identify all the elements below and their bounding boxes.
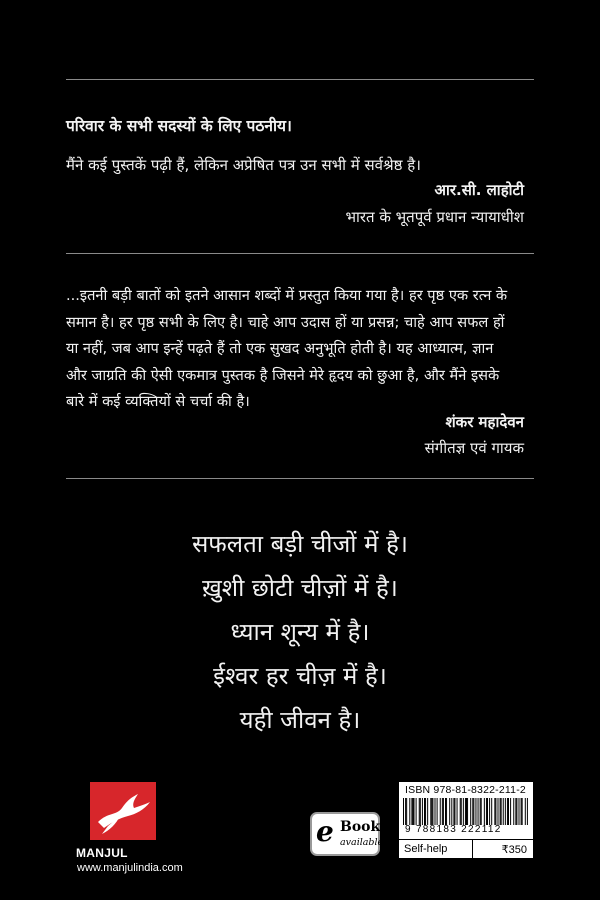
endorsement1-author: आर.सी. लाहोटी (434, 181, 524, 199)
endorsement2-author: शंकर महादेवन (445, 413, 524, 431)
isbn-text: ISBN 978-81-8322-211-2 (405, 784, 526, 796)
endorsement2-line: ...इतनी बड़ी बातों को इतने आसान शब्दों में प्रस्तुत किया गया है। हर पृष्ठ एक रत्न के (66, 287, 508, 304)
lower-divider (66, 478, 534, 479)
bird-icon (90, 782, 156, 840)
category-label: Self-help (404, 843, 448, 855)
endorsement2-line: बारे में कई व्यक्तियों से चर्चा की है। (66, 393, 250, 410)
ebook-badge (310, 812, 384, 856)
endorsement1-role: भारत के भूतपूर्व प्रधान न्यायाधीश (345, 208, 524, 226)
endorsement2-line: समान है। हर पृष्ठ सभी के लिए है। चाहे आप उदास हों या प्रसन्न; चाहे आप सफल हों (66, 313, 505, 331)
endorsement2-line: और जाग्रति की ऐसी एकमात्र पुस्तक है जिसने मेरे हृदय को छुआ है, और मैंने इसके (66, 366, 500, 384)
endorsement2-role: संगीतज्ञ एवं गायक (424, 439, 524, 457)
ebook-letter: e (316, 815, 334, 848)
poem-line: सफलता बड़ी चीजों में है। (192, 530, 408, 558)
barcode-box (399, 782, 533, 858)
middle-divider (66, 253, 534, 254)
price-row (399, 839, 533, 859)
poem-line: यही जीवन है। (239, 706, 361, 734)
price-label: ₹350 (501, 844, 527, 856)
endorsement1-quote: मैंने कई पुस्तकें पढ़ी हैं, लेकिन अप्रेषित पत्र उन सभी में सर्वश्रेष्ठ है। (66, 156, 421, 174)
ebook-available: available (340, 837, 384, 848)
poem-line: ध्यान शून्य में है। (230, 618, 370, 646)
publisher-website[interactable]: www.manjulindia.com (77, 862, 183, 874)
poem-line: ख़ुशी छोटी चीज़ों में है। (202, 574, 398, 602)
endorsement1-heading: परिवार के सभी सदस्यों के लिए पठनीय। (66, 117, 292, 135)
ebook-word: Book (340, 819, 381, 835)
barcode-icon (403, 798, 529, 825)
endorsement2-line: या नहीं, जब आप इन्हें पढ़ते हैं तो एक सुखद अनुभूति होती है। यह आध्यात्म, ज्ञान (66, 340, 494, 357)
publisher-name: MANJUL (76, 846, 128, 860)
publisher-logo (90, 782, 156, 840)
endorsement2-text (66, 283, 540, 416)
poem-line: ईश्वर हर चीज़ में है। (213, 662, 387, 690)
barcode-digits: 9 788183 222112 (405, 824, 502, 835)
top-divider (66, 79, 534, 80)
divider (472, 840, 473, 859)
poem (0, 522, 600, 742)
